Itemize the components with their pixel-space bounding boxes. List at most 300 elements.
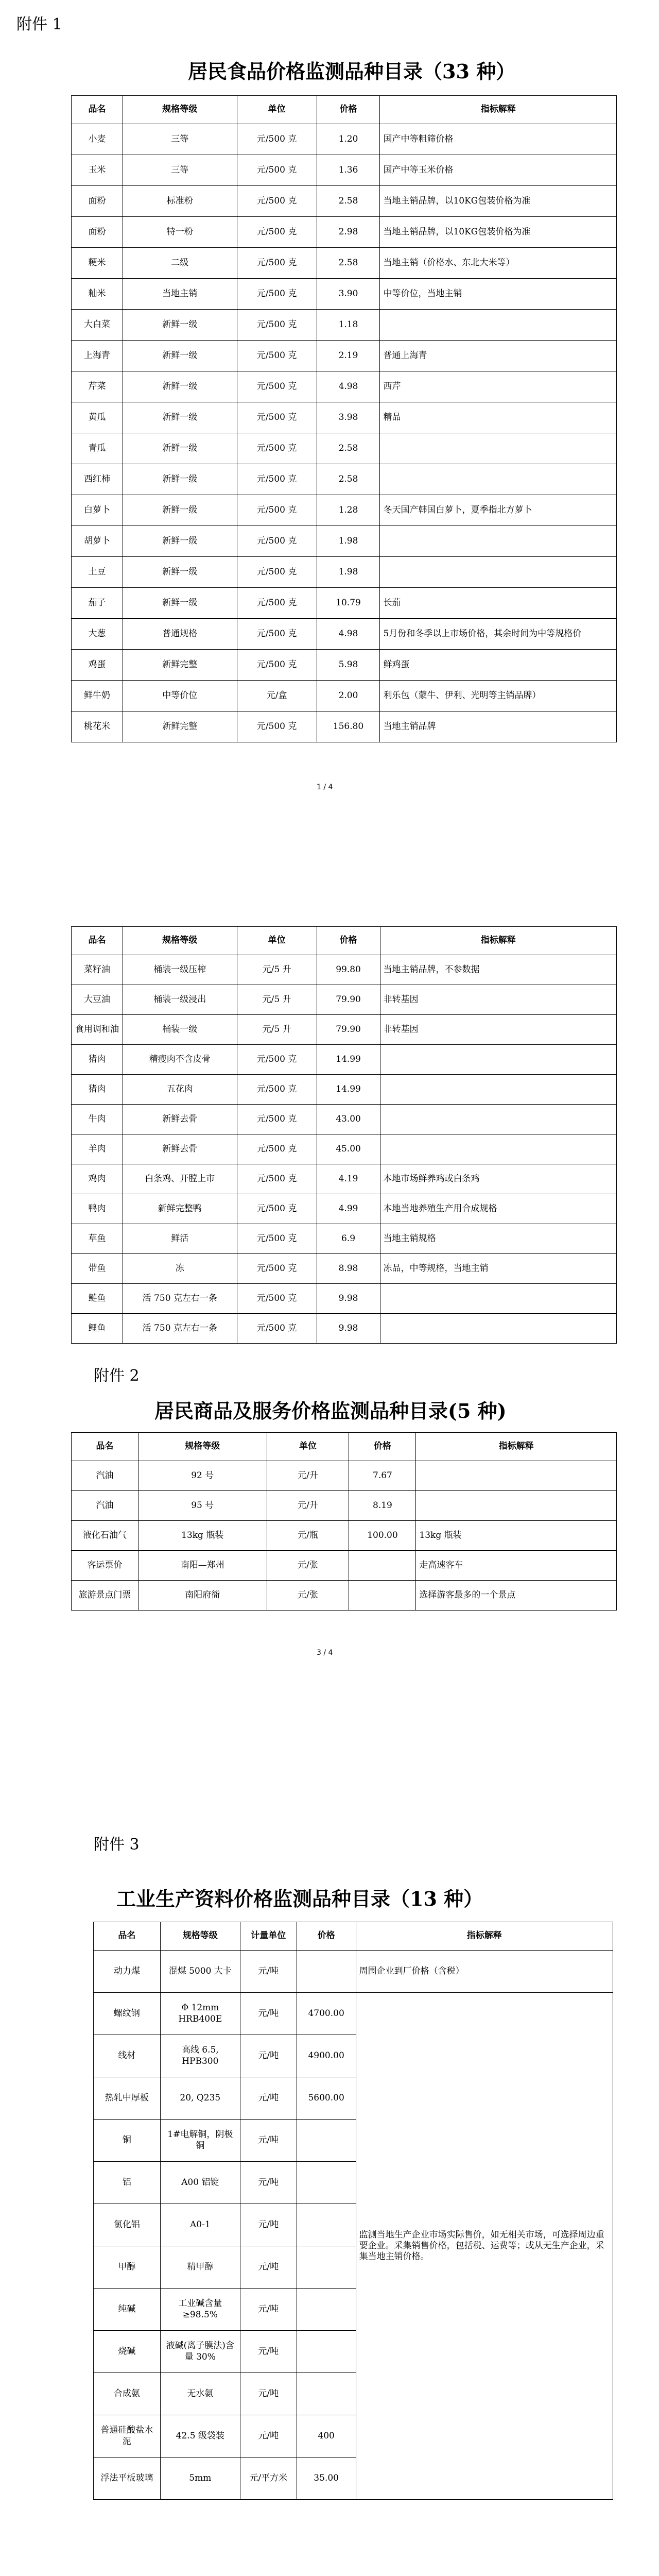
table-row [72,495,617,526]
price-cell: 2.58 [317,433,380,464]
spec-cell: 新鲜一级 [123,588,237,619]
note-cell: 当地主销品牌，不参数据 [380,955,617,985]
spec-cell: 混煤 5000 大卡 [160,1951,240,1993]
item-name-cell: 草鱼 [72,1224,123,1254]
price-cell: 2.58 [317,186,380,217]
price-cell: 35.00 [297,2458,356,2500]
column-header: 价格 [297,1922,356,1951]
item-name-cell: 鲢鱼 [72,1284,123,1314]
spec-cell: A0-1 [160,2204,240,2246]
item-name-cell: 甲醇 [94,2246,161,2289]
column-header: 规格等级 [160,1922,240,1951]
spec-cell: Φ 12mm HRB400E [160,1993,240,2035]
item-name-cell: 普通硅酸盐水泥 [94,2415,161,2458]
price-cell: 9.98 [317,1284,380,1314]
spec-cell: 新鲜一级 [123,310,237,341]
item-name-cell: 铜 [94,2120,161,2162]
item-name-cell: 鲜牛奶 [72,681,123,711]
item-name-cell: 芹菜 [72,371,123,402]
item-name-cell: 猪肉 [72,1075,123,1105]
unit-cell: 元/吨 [240,2415,297,2458]
unit-cell: 元/升 [267,1461,349,1491]
item-name-cell: 籼米 [72,279,123,310]
table-row [72,1521,617,1551]
unit-cell: 元/500 克 [237,1254,317,1284]
page-3 [0,1814,659,2576]
note-cell: 利乐包（蒙牛、伊利、光明等主销品牌） [380,681,617,711]
table-row [72,1551,617,1581]
note-cell [380,557,617,588]
column-header: 品名 [72,1433,138,1461]
spec-cell: 精甲醇 [160,2246,240,2289]
unit-cell: 元/张 [267,1581,349,1611]
note-cell: 当地主销品牌，以10KG包装价格为准 [380,186,617,217]
unit-cell: 元/500 克 [237,526,317,557]
unit-cell: 元/吨 [240,2077,297,2120]
note-cell [380,1134,617,1164]
price-cell [297,2120,356,2162]
spec-cell: 92 号 [138,1461,267,1491]
price-cell: 9.98 [317,1314,380,1344]
spec-cell: 液碱(离子膜法)含量 30% [160,2331,240,2373]
spec-cell: 20, Q235 [160,2077,240,2120]
unit-cell: 元/500 克 [237,588,317,619]
table-row [72,1015,617,1045]
item-name-cell: 浮法平板玻璃 [94,2458,161,2500]
unit-cell: 元/500 克 [237,310,317,341]
note-cell: 冻品，中等规格，当地主销 [380,1254,617,1284]
price-cell: 4700.00 [297,1993,356,2035]
table-row [72,1105,617,1134]
unit-cell: 元/500 克 [237,495,317,526]
column-header: 计量单位 [240,1922,297,1951]
table-row [72,124,617,155]
table-row [72,557,617,588]
table-row [72,402,617,433]
price-cell [297,2331,356,2373]
a1-table-part-2 [71,926,617,1344]
unit-cell: 元/升 [267,1491,349,1521]
item-name-cell: 菜籽油 [72,955,123,985]
spec-cell: 三等 [123,124,237,155]
table-row [72,248,617,279]
table-row [72,1284,617,1314]
a2-table-body [72,1461,617,1611]
price-cell: 79.90 [317,1015,380,1045]
table-header-row [94,1922,613,1951]
a1-table-part-1 [71,95,617,742]
note-cell: 鲜鸡蛋 [380,650,617,681]
attachment-2-title: 居民商品及服务价格监测品种目录(5 种) [154,1399,507,1422]
note-cell [380,1075,617,1105]
column-header: 规格等级 [138,1433,267,1461]
unit-cell: 元/吨 [240,2289,297,2331]
unit-cell: 元/500 克 [237,711,317,742]
table-row [72,588,617,619]
price-cell [297,2162,356,2204]
table-row [72,1164,617,1194]
unit-cell: 元/500 克 [237,619,317,650]
unit-cell: 元/500 克 [237,1284,317,1314]
item-name-cell: 氯化铝 [94,2204,161,2246]
table-row [72,433,617,464]
unit-cell: 元/500 克 [237,341,317,371]
unit-cell: 元/吨 [240,2246,297,2289]
note-cell [380,1314,617,1344]
table-row [72,341,617,371]
note-cell [416,1461,617,1491]
item-name-cell: 液化石油气 [72,1521,138,1551]
spec-cell: 新鲜完整 [123,650,237,681]
price-cell: 5600.00 [297,2077,356,2120]
price-cell: 3.98 [317,402,380,433]
spec-cell: A00 铝锭 [160,2162,240,2204]
spec-cell: 新鲜完整鸭 [123,1194,237,1224]
unit-cell: 元/吨 [240,1951,297,1993]
spec-cell: 桶装一级浸出 [123,985,237,1015]
spec-cell: 5mm [160,2458,240,2500]
unit-cell: 元/吨 [240,2204,297,2246]
table-row [72,1045,617,1075]
price-cell: 43.00 [317,1105,380,1134]
unit-cell: 元/500 克 [237,124,317,155]
item-name-cell: 上海青 [72,341,123,371]
note-cell: 当地主销品牌，以10KG包装价格为准 [380,217,617,248]
table-row [72,1075,617,1105]
note-cell: 长茄 [380,588,617,619]
spec-cell: 新鲜一级 [123,371,237,402]
price-cell [349,1581,416,1611]
spec-cell: 白条鸡、开膛上市 [123,1164,237,1194]
unit-cell: 元/500 克 [237,464,317,495]
table-row [72,1461,617,1491]
price-cell: 4.99 [317,1194,380,1224]
table-row [72,1314,617,1344]
price-cell: 100.00 [349,1521,416,1551]
note-cell: 精品 [380,402,617,433]
column-header: 价格 [317,96,380,124]
note-cell [380,1105,617,1134]
table-row [72,526,617,557]
item-name-cell: 白萝卜 [72,495,123,526]
unit-cell: 元/吨 [240,2331,297,2373]
price-cell: 8.19 [349,1491,416,1521]
item-name-cell: 纯碱 [94,2289,161,2331]
item-name-cell: 鸡蛋 [72,650,123,681]
item-name-cell: 青瓜 [72,433,123,464]
price-cell: 4.98 [317,371,380,402]
table-row [72,279,617,310]
item-name-cell: 粳米 [72,248,123,279]
table-row [72,1254,617,1284]
price-cell: 2.19 [317,341,380,371]
unit-cell: 元/500 克 [237,433,317,464]
table-row [72,186,617,217]
unit-cell: 元/吨 [240,1993,297,2035]
item-name-cell: 面粉 [72,186,123,217]
column-header: 品名 [72,96,123,124]
spec-cell: 新鲜去骨 [123,1134,237,1164]
price-cell: 4.19 [317,1164,380,1194]
spec-cell: 新鲜去骨 [123,1105,237,1134]
unit-cell: 元/500 克 [237,1075,317,1105]
price-cell: 14.99 [317,1075,380,1105]
item-name-cell: 茄子 [72,588,123,619]
unit-cell: 元/5 升 [237,955,317,985]
item-name-cell: 烧碱 [94,2331,161,2373]
price-cell: 3.90 [317,279,380,310]
column-header: 规格等级 [123,927,237,955]
item-name-cell: 合成氨 [94,2373,161,2415]
note-cell [380,1045,617,1075]
price-cell: 14.99 [317,1045,380,1075]
price-cell: 1.28 [317,495,380,526]
spec-cell: 1#电解铜，阴极铜 [160,2120,240,2162]
table-row [72,371,617,402]
unit-cell: 元/500 克 [237,650,317,681]
spec-cell: 活 750 克左右一条 [123,1314,237,1344]
note-cell: 当地主销（价格水、东北大米等） [380,248,617,279]
unit-cell: 元/500 克 [237,155,317,186]
unit-cell: 元/500 克 [237,1224,317,1254]
item-name-cell: 猪肉 [72,1045,123,1075]
price-cell: 1.36 [317,155,380,186]
item-name-cell: 汽油 [72,1491,138,1521]
spec-cell: 高线 6.5, HPB300 [160,2035,240,2077]
table-row [72,464,617,495]
price-cell: 8.98 [317,1254,380,1284]
attachment-3-title: 工业生产资料价格监测品种目录（13 种） [116,1887,483,1910]
table-row [72,619,617,650]
note-cell: 当地主销品牌 [380,711,617,742]
unit-cell: 元/盒 [237,681,317,711]
item-name-cell: 动力煤 [94,1951,161,1993]
note-cell: 监测当地生产企业市场实际售价，如无相关市场，可选择周边重要企业。采集销售价格，包括税、运费等；或从无生产企业，采集当地主销价格。 [356,1993,613,2500]
note-cell [416,1491,617,1521]
item-name-cell: 胡萝卜 [72,526,123,557]
item-name-cell: 铝 [94,2162,161,2204]
unit-cell: 元/500 克 [237,1134,317,1164]
column-header: 规格等级 [123,96,237,124]
a1-table-part-2-body [72,955,617,1344]
price-cell [349,1551,416,1581]
spec-cell: 普通规格 [123,619,237,650]
column-header: 单位 [267,1433,349,1461]
table-row [72,1194,617,1224]
item-name-cell: 线材 [94,2035,161,2077]
price-cell: 1.98 [317,526,380,557]
unit-cell: 元/张 [267,1551,349,1581]
item-name-cell: 小麦 [72,124,123,155]
a1-table-part-1-body [72,124,617,742]
spec-cell: 活 750 克左右一条 [123,1284,237,1314]
price-cell: 6.9 [317,1224,380,1254]
column-header: 指标解释 [380,96,617,124]
note-cell: 国产中等玉米价格 [380,155,617,186]
item-name-cell: 汽油 [72,1461,138,1491]
spec-cell: 95 号 [138,1491,267,1521]
price-cell: 99.80 [317,955,380,985]
table-row [72,985,617,1015]
spec-cell: 五花肉 [123,1075,237,1105]
unit-cell: 元/500 克 [237,217,317,248]
price-cell: 7.67 [349,1461,416,1491]
note-cell [380,310,617,341]
spec-cell: 新鲜完整 [123,711,237,742]
table-row [72,310,617,341]
spec-cell: 新鲜一级 [123,433,237,464]
page-1 [0,0,659,791]
unit-cell: 元/500 克 [237,1314,317,1344]
price-cell [297,2289,356,2331]
page-number: 1 / 4 [317,783,333,791]
price-cell: 4900.00 [297,2035,356,2077]
table-row [72,955,617,985]
table-row [72,681,617,711]
column-header: 单位 [237,927,317,955]
spec-cell: 南阳府衙 [138,1581,267,1611]
column-header: 品名 [72,927,123,955]
a3-table [93,1922,613,2500]
note-cell: 普通上海青 [380,341,617,371]
column-header: 指标解释 [416,1433,617,1461]
a3-table-body [94,1951,613,2500]
item-name-cell: 玉米 [72,155,123,186]
unit-cell: 元/平方米 [240,2458,297,2500]
table-row [72,1491,617,1521]
table-header-row [72,927,617,955]
column-header: 指标解释 [380,927,617,955]
price-cell: 2.58 [317,464,380,495]
spec-cell: 特一粉 [123,217,237,248]
price-cell [297,2373,356,2415]
price-cell [297,2246,356,2289]
note-cell: 周围企业到厂价格（含税） [356,1951,613,1993]
note-cell: 5月份和冬季以上市场价格，其余时间为中等规格价 [380,619,617,650]
spec-cell: 新鲜一级 [123,495,237,526]
spec-cell: 新鲜一级 [123,557,237,588]
table-row [94,1951,613,1993]
table-header-row [72,96,617,124]
unit-cell: 元/500 克 [237,248,317,279]
table-row [72,155,617,186]
unit-cell: 元/500 克 [237,371,317,402]
spec-cell: 13kg 瓶装 [138,1521,267,1551]
spec-cell: 桶装一级压榨 [123,955,237,985]
column-header: 价格 [317,927,380,955]
item-name-cell: 鲤鱼 [72,1314,123,1344]
price-cell [297,1951,356,1993]
price-cell: 1.20 [317,124,380,155]
unit-cell: 元/500 克 [237,1164,317,1194]
table-header-row [72,1433,617,1461]
item-name-cell: 黄瓜 [72,402,123,433]
item-name-cell: 牛肉 [72,1105,123,1134]
note-cell: 本地市场鲜养鸡或白条鸡 [380,1164,617,1194]
spec-cell: 鲜活 [123,1224,237,1254]
spec-cell: 42.5 级袋装 [160,2415,240,2458]
item-name-cell: 西红柿 [72,464,123,495]
item-name-cell: 食用调和油 [72,1015,123,1045]
note-cell: 非转基因 [380,1015,617,1045]
note-cell: 当地主销规格 [380,1224,617,1254]
price-cell: 1.18 [317,310,380,341]
spec-cell: 无水氨 [160,2373,240,2415]
price-cell: 45.00 [317,1134,380,1164]
item-name-cell: 桃花米 [72,711,123,742]
price-cell: 156.80 [317,711,380,742]
page-2 [0,917,659,1657]
spec-cell: 冻 [123,1254,237,1284]
column-header: 单位 [237,96,317,124]
unit-cell: 元/500 克 [237,1194,317,1224]
item-name-cell: 热轧中厚板 [94,2077,161,2120]
price-cell: 400 [297,2415,356,2458]
unit-cell: 元/吨 [240,2120,297,2162]
unit-cell: 元/5 升 [237,1015,317,1045]
price-cell: 2.98 [317,217,380,248]
unit-cell: 元/500 克 [237,557,317,588]
table-row [72,711,617,742]
spec-cell: 当地主销 [123,279,237,310]
item-name-cell: 面粉 [72,217,123,248]
spec-cell: 二级 [123,248,237,279]
item-name-cell: 旅游景点门票 [72,1581,138,1611]
note-cell [380,464,617,495]
note-cell [380,433,617,464]
unit-cell: 元/瓶 [267,1521,349,1551]
unit-cell: 元/500 克 [237,402,317,433]
note-cell: 选择游客最多的一个景点 [416,1581,617,1611]
price-cell: 4.98 [317,619,380,650]
item-name-cell: 客运票价 [72,1551,138,1581]
spec-cell: 工业碱含量≥98.5% [160,2289,240,2331]
spec-cell: 精瘦肉不含皮骨 [123,1045,237,1075]
column-header: 品名 [94,1922,161,1951]
spec-cell: 新鲜一级 [123,526,237,557]
note-cell [380,1284,617,1314]
unit-cell: 元/吨 [240,2373,297,2415]
note-cell: 非转基因 [380,985,617,1015]
item-name-cell: 带鱼 [72,1254,123,1284]
note-cell: 冬天国产韩国白萝卜，夏季指北方萝卜 [380,495,617,526]
spec-cell: 新鲜一级 [123,464,237,495]
table-row [94,1993,613,2035]
note-cell: 13kg 瓶装 [416,1521,617,1551]
spec-cell: 标准粉 [123,186,237,217]
spec-cell: 新鲜一级 [123,402,237,433]
price-cell: 10.79 [317,588,380,619]
item-name-cell: 螺纹钢 [94,1993,161,2035]
unit-cell: 元/500 克 [237,186,317,217]
note-cell: 本地当地养殖生产用合成规格 [380,1194,617,1224]
item-name-cell: 大白菜 [72,310,123,341]
note-cell: 中等价位，当地主销 [380,279,617,310]
unit-cell: 元/500 克 [237,1105,317,1134]
unit-cell: 元/吨 [240,2162,297,2204]
table-row [72,1581,617,1611]
spec-cell: 新鲜一级 [123,341,237,371]
item-name-cell: 鸭肉 [72,1194,123,1224]
unit-cell: 元/500 克 [237,279,317,310]
item-name-cell: 大葱 [72,619,123,650]
price-cell: 79.90 [317,985,380,1015]
table-row [72,1224,617,1254]
spec-cell: 桶装一级 [123,1015,237,1045]
attachment-1-label: 附件 1 [16,15,62,33]
note-cell: 西芹 [380,371,617,402]
note-cell: 走高速客车 [416,1551,617,1581]
